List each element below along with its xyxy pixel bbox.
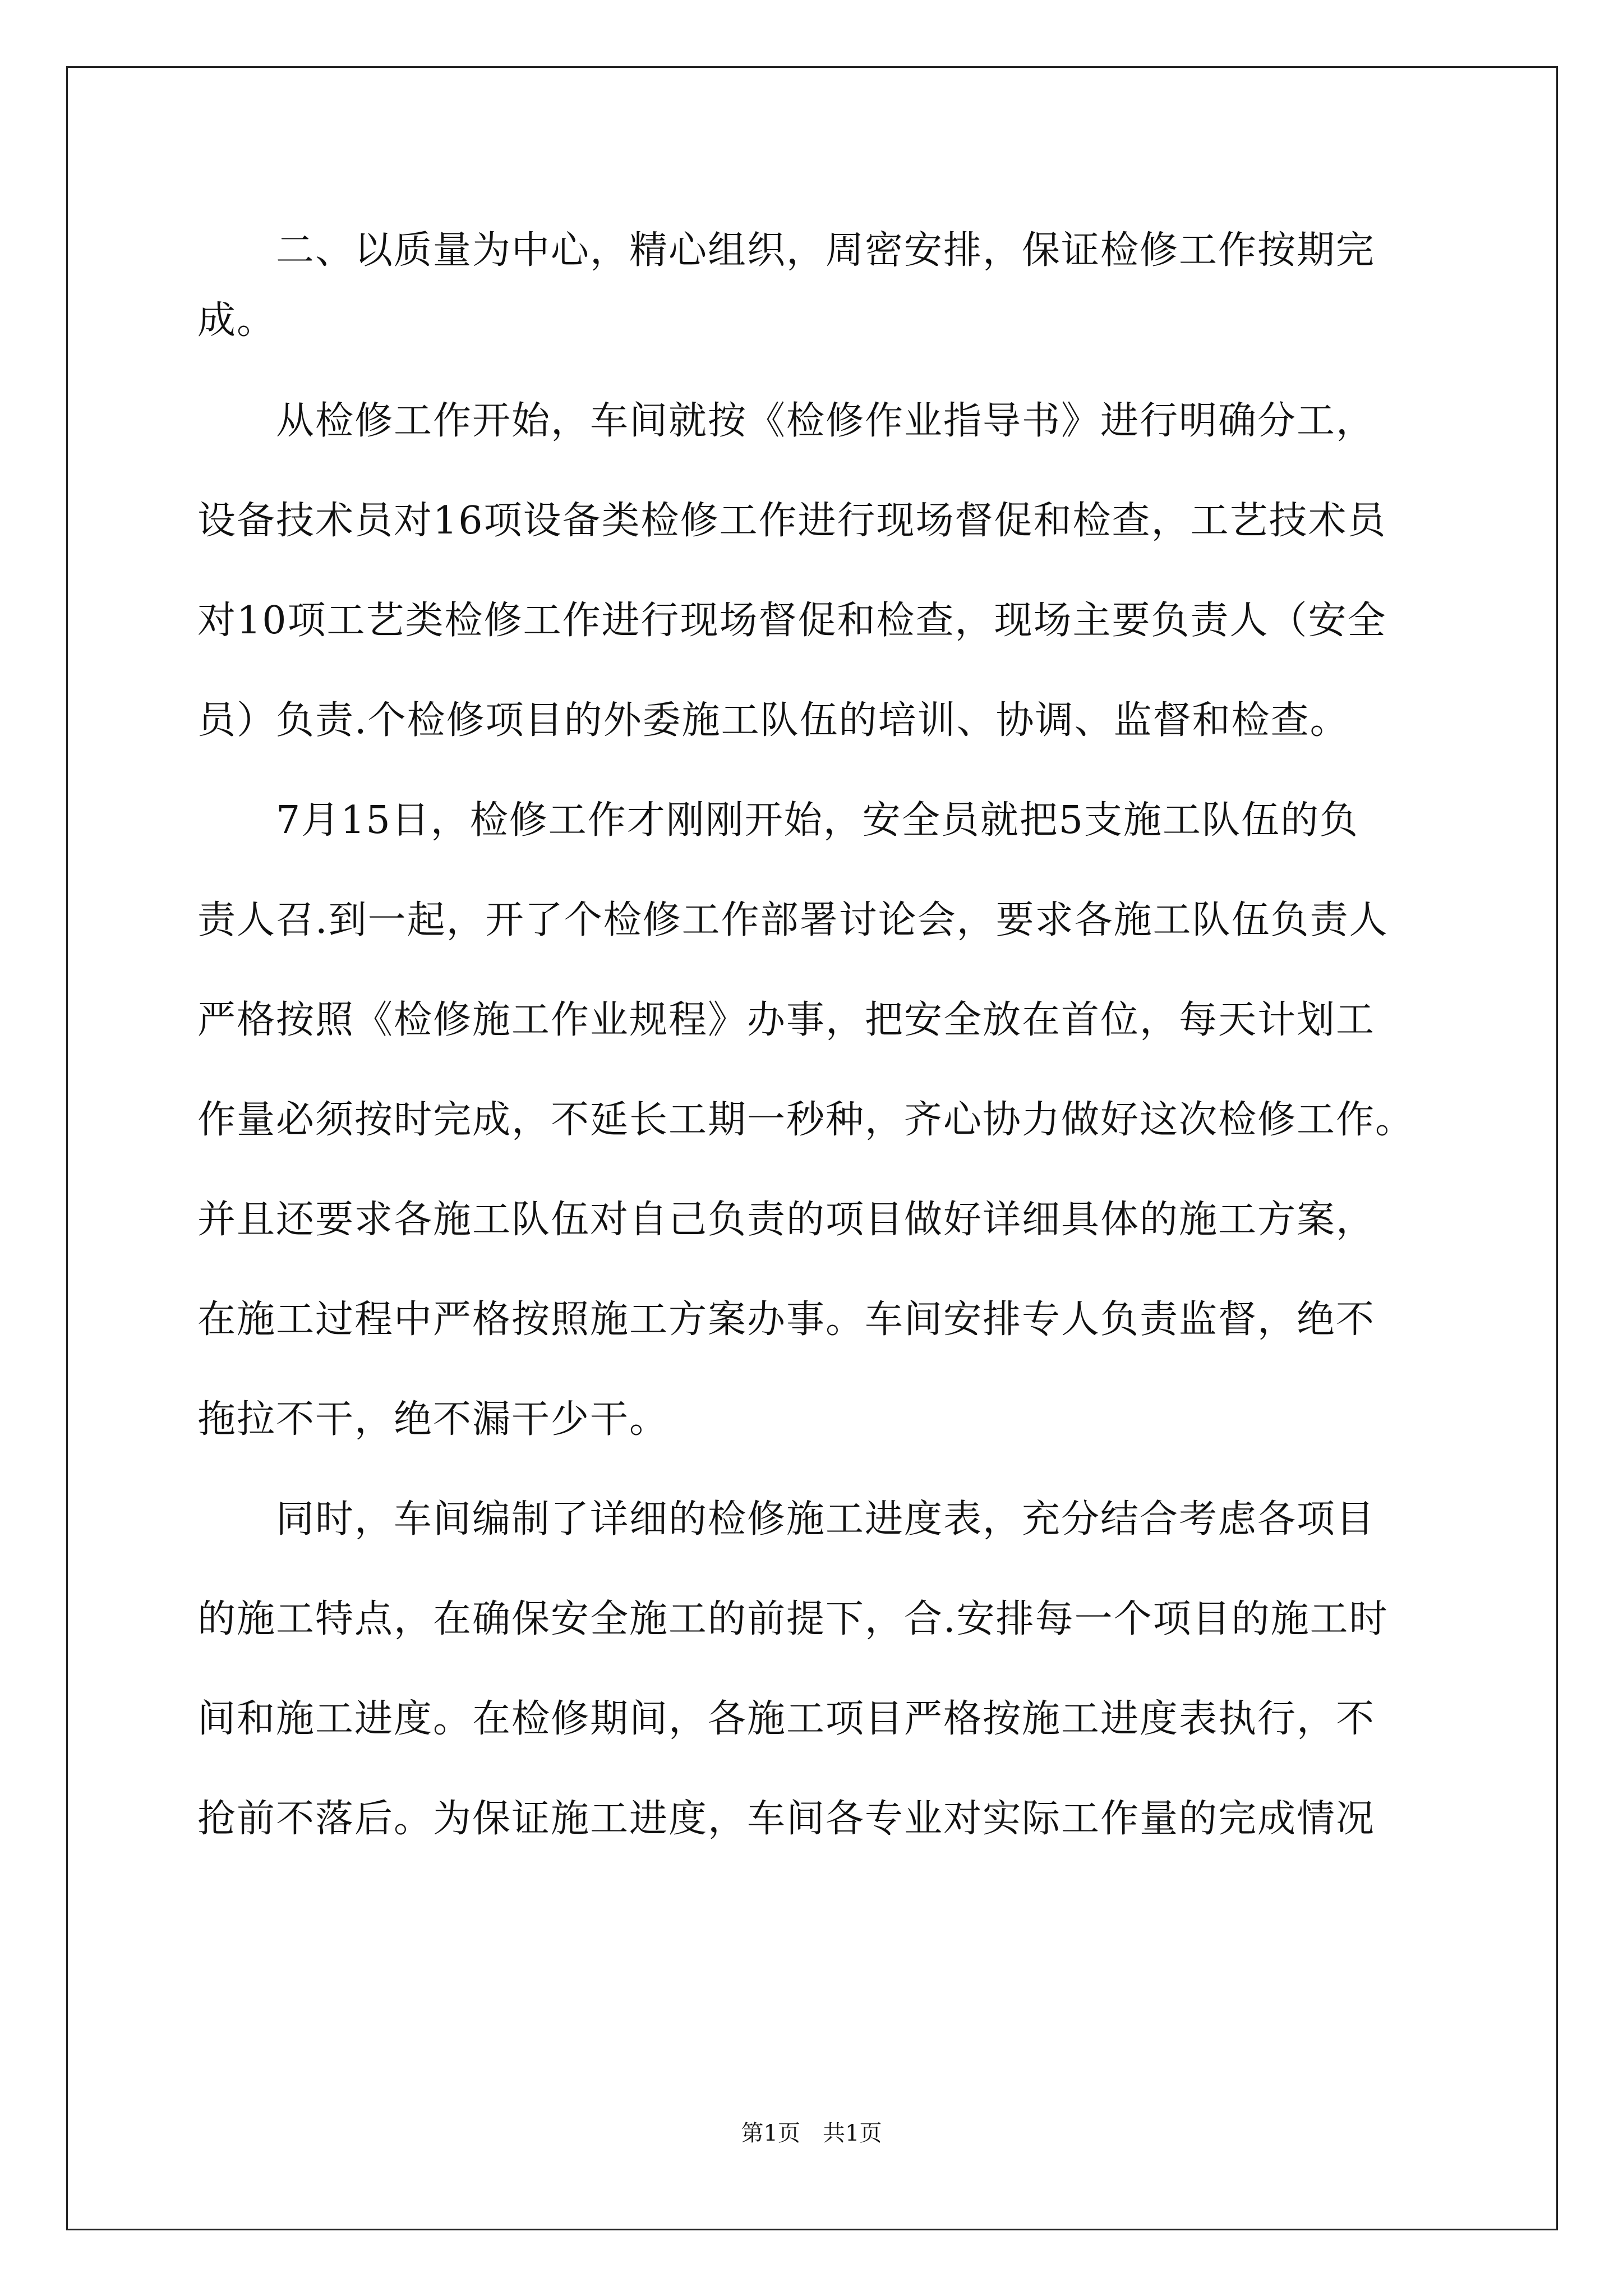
text-line: 对10项工艺类检修工作进行现场督促和检查，现场主要负责人（安全 (197, 599, 1387, 643)
text-line: 拖拉不干，绝不漏干少干。 (197, 1397, 669, 1442)
text-line: 7月15日，检修工作才刚刚开始，安全员就把5支施工队伍的负 (197, 798, 1359, 843)
page-border (66, 66, 1558, 2230)
page-footer (0, 2119, 1623, 2147)
text-line: 成。 (197, 298, 276, 343)
text-line: 作量必须按时完成，不延长工期一秒种，齐心协力做好这次检修工作。 (197, 1098, 1415, 1142)
page-total: 共1页 (823, 2120, 882, 2146)
page-number: 第1页 (741, 2120, 800, 2146)
text-line: 从检修工作开始，车间就按《检修作业指导书》进行明确分工， (197, 399, 1376, 443)
text-line: 设备技术员对16项设备类检修工作进行现场督促和检查，工艺技术员 (197, 499, 1387, 543)
text-line: 并且还要求各施工队伍对自己负责的项目做好详细具体的施工方案， (197, 1198, 1376, 1242)
text-line: 的施工特点，在确保安全施工的前提下，合.安排每一个项目的施工时 (197, 1597, 1389, 1641)
text-line: 二、以质量为中心，精心组织，周密安排，保证检修工作按期完 (197, 228, 1376, 273)
text-line: 同时，车间编制了详细的检修施工进度表，充分结合考虑各项目 (197, 1497, 1376, 1542)
text-line: 间和施工进度。在检修期间，各施工项目严格按施工进度表执行，不 (197, 1697, 1376, 1741)
text-line: 员）负责.个检修项目的外委施工队伍的培训、协调、监督和检查。 (197, 698, 1349, 743)
text-line: 责人召.到一起，开了个检修工作部署讨论会，要求各施工队伍负责人 (197, 898, 1389, 942)
text-line: 严格按照《检修施工作业规程》办事，把安全放在首位，每天计划工 (197, 998, 1376, 1042)
text-line: 抢前不落后。为保证施工进度，车间各专业对实际工作量的完成情况 (197, 1797, 1376, 1841)
text-line: 在施工过程中严格按照施工方案办事。车间安排专人负责监督，绝不 (197, 1297, 1376, 1342)
